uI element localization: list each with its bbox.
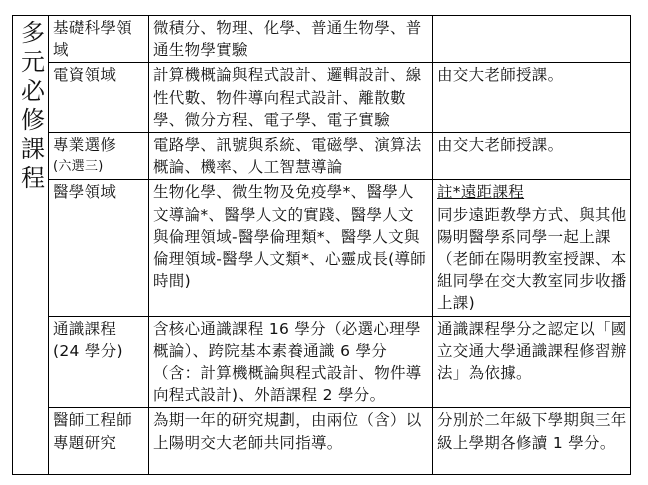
domain-name: 基礎科學領域 xyxy=(49,16,149,63)
table-row xyxy=(13,63,631,133)
domain-name-sub: (24 學分) xyxy=(53,341,123,360)
domain-name: 醫師工程師專題研究 xyxy=(49,408,149,475)
domain-name-cell xyxy=(49,133,149,180)
table-row xyxy=(13,16,631,63)
course-list: 電路學、訊號與系統、電磁學、演算法概論、機率、人工智慧導論 xyxy=(149,133,433,180)
course-list: 微積分、物理、化學、普通生物學、普通生物學實驗 xyxy=(149,16,433,63)
table-row xyxy=(13,316,631,408)
course-note-cell xyxy=(433,180,631,316)
course-note: 通識課程學分之認定以「國立交通大學通識課程修習辦法」為依據。 xyxy=(433,316,631,408)
course-note: 分別於二年級下學期與三年級上學期各修讀 1 學分。 xyxy=(433,408,631,475)
domain-name-cell xyxy=(49,316,149,408)
domain-name-sub: (六選三) xyxy=(53,159,104,175)
course-list: 為期一年的研究規劃，由兩位（含）以上陽明交大老師共同指導。 xyxy=(149,408,433,475)
domain-name: 專業選修 xyxy=(53,136,117,155)
table-row xyxy=(13,133,631,180)
table-row xyxy=(13,408,631,475)
remote-course-note-heading: 註*遠距課程 xyxy=(437,183,525,202)
domain-name: 通識課程 xyxy=(53,319,117,338)
course-list: 含核心通識課程 16 學分（必選心理學概論）、跨院基本素養通識 6 學分（含：計算機概論與程式設計、物件導向程式設計)、外語課程 2 學分。 xyxy=(149,316,433,408)
domain-name: 電資領域 xyxy=(49,63,149,133)
side-title-cell xyxy=(13,16,49,475)
course-list: 計算機概論與程式設計、邏輯設計、線性代數、物件導向程式設計、離散數學、微分方程、電子學、電子實驗 xyxy=(149,63,433,133)
side-title: 多元必修課程 xyxy=(16,20,45,194)
domain-name: 醫學領域 xyxy=(49,180,149,316)
course-note: 同步遠距教學方式、與其他陽明醫學系同學一起上課（老師在陽明教室授課、本組同學在交大教室同步收播上課) xyxy=(437,205,627,313)
course-note: 由交大老師授課。 xyxy=(433,63,631,133)
course-note: 由交大老師授課。 xyxy=(433,133,631,180)
curriculum-table xyxy=(12,15,631,475)
table-row xyxy=(13,180,631,316)
course-list: 生物化學、微生物及免疫學*、醫學人文導論*、醫學人文的實踐、醫學人文與倫理領域-醫學倫理類*、醫學人文與倫理領域-醫學人文類*、心靈成長(導師時間) xyxy=(149,180,433,316)
course-note xyxy=(433,16,631,63)
